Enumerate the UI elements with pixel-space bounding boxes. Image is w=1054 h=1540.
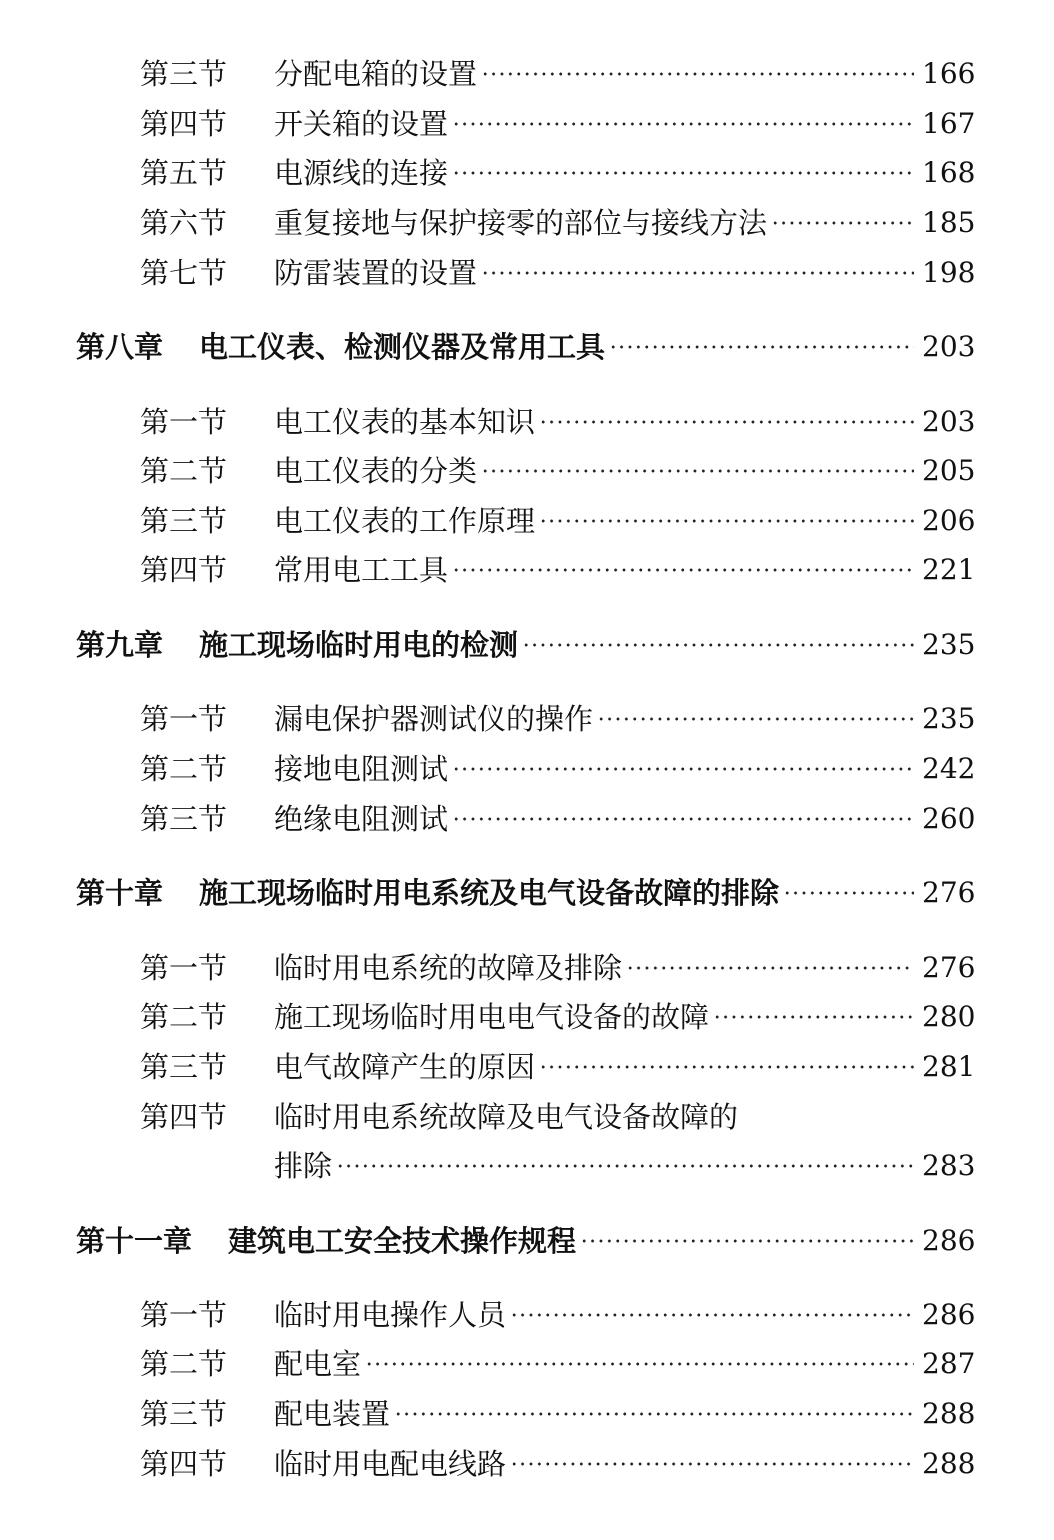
section-title: 临时用电配电线路 (274, 1447, 507, 1481)
chapter-title: 电工仪表、检测仪器及常用工具 (199, 330, 606, 364)
dot-leader (452, 749, 914, 789)
section-title: 施工现场临时用电电气设备的故障 (274, 1000, 710, 1034)
dot-leader (481, 253, 914, 293)
section-title: 配电室 (274, 1347, 362, 1381)
section-number: 第三节 (140, 1397, 228, 1431)
section-title: 电源线的连接 (274, 156, 449, 190)
chapter-number: 第九章 (76, 628, 164, 662)
toc-section-entry (0, 253, 1054, 293)
page-number: 235 (922, 628, 976, 661)
chapter-number: 第十章 (76, 876, 164, 910)
page-number: 286 (922, 1298, 976, 1331)
section-number: 第四节 (140, 107, 228, 141)
section-title: 临时用电系统故障及电气设备故障的 (274, 1100, 739, 1134)
section-number: 第三节 (140, 802, 228, 836)
section-number: 第一节 (140, 951, 228, 985)
section-number: 第二节 (140, 1347, 228, 1381)
dot-leader (481, 451, 914, 491)
page-number: 203 (922, 405, 976, 438)
page-number: 235 (922, 702, 976, 735)
section-title: 临时用电操作人员 (274, 1298, 507, 1332)
section-title: 电工仪表的基本知识 (274, 405, 536, 439)
page-number: 198 (922, 256, 976, 289)
section-number: 第二节 (140, 454, 228, 488)
toc-section-entry (0, 501, 1054, 541)
toc-chapter-entry (0, 625, 1054, 665)
dot-leader (783, 873, 914, 913)
section-title: 重复接地与保护接零的部位与接线方法 (274, 206, 768, 240)
toc-section-entry (0, 749, 1054, 789)
section-title: 排除 (274, 1149, 333, 1183)
toc-chapter-entry (0, 873, 1054, 913)
dot-leader (452, 550, 914, 590)
toc-section-entry (0, 1146, 1054, 1186)
page-number: 276 (922, 876, 976, 909)
dot-leader (510, 1295, 914, 1335)
page-number: 167 (922, 107, 976, 140)
dot-leader (539, 501, 914, 541)
page-number: 287 (922, 1347, 976, 1380)
toc-section-entry (0, 997, 1054, 1037)
section-title: 电气故障产生的原因 (274, 1050, 536, 1084)
dot-leader (522, 625, 914, 665)
chapter-number: 第十一章 (76, 1224, 193, 1258)
toc-chapter-entry (0, 1221, 1054, 1261)
dot-leader (452, 799, 914, 839)
toc-chapter-entry (0, 327, 1054, 367)
page-number: 281 (922, 1050, 976, 1083)
dot-leader (365, 1344, 914, 1384)
section-title: 漏电保护器测试仪的操作 (274, 702, 594, 736)
toc-section-entry (0, 550, 1054, 590)
section-number: 第一节 (140, 1298, 228, 1332)
section-number: 第六节 (140, 206, 228, 240)
toc-section-entry (0, 1394, 1054, 1434)
page-number: 286 (922, 1224, 976, 1257)
page-number: 276 (922, 951, 976, 984)
toc-section-entry (0, 1444, 1054, 1484)
dot-leader (452, 153, 914, 193)
dot-leader (713, 997, 914, 1037)
toc-section-entry (0, 1295, 1054, 1335)
section-number: 第一节 (140, 405, 228, 439)
section-number: 第二节 (140, 1000, 228, 1034)
dot-leader (539, 402, 914, 442)
section-title: 防雷装置的设置 (274, 256, 478, 290)
section-number: 第五节 (140, 156, 228, 190)
section-number: 第三节 (140, 504, 228, 538)
section-title: 绝缘电阻测试 (274, 802, 449, 836)
toc-section-entry (0, 1097, 1054, 1137)
toc-section-entry (0, 948, 1054, 988)
toc-section-entry (0, 54, 1054, 94)
dot-leader (481, 54, 914, 94)
section-title: 电工仪表的工作原理 (274, 504, 536, 538)
section-title: 配电装置 (274, 1397, 391, 1431)
page-number: 221 (922, 553, 976, 586)
toc-section-entry (0, 699, 1054, 739)
dot-leader (394, 1394, 914, 1434)
section-number: 第二节 (140, 752, 228, 786)
dot-leader (597, 699, 914, 739)
page-number: 242 (922, 752, 976, 785)
section-title: 电工仪表的分类 (274, 454, 478, 488)
toc-section-entry (0, 203, 1054, 243)
section-number: 第四节 (140, 1447, 228, 1481)
toc-section-entry (0, 799, 1054, 839)
page-number: 203 (922, 330, 976, 363)
section-title: 接地电阻测试 (274, 752, 449, 786)
dot-leader (626, 948, 914, 988)
page-number: 288 (922, 1397, 976, 1430)
toc-section-entry (0, 153, 1054, 193)
chapter-title: 建筑电工安全技术操作规程 (228, 1224, 577, 1258)
page-number: 168 (922, 156, 976, 189)
page-number: 185 (922, 206, 976, 239)
dot-leader (539, 1047, 914, 1087)
dot-leader (580, 1221, 914, 1261)
page-number: 206 (922, 504, 976, 537)
toc-section-entry (0, 1047, 1054, 1087)
page-number: 205 (922, 454, 976, 487)
toc-section-entry (0, 104, 1054, 144)
section-title: 分配电箱的设置 (274, 57, 478, 91)
page-number: 283 (922, 1149, 976, 1182)
chapter-title: 施工现场临时用电系统及电气设备故障的排除 (199, 876, 780, 910)
section-number: 第四节 (140, 553, 228, 587)
page-number: 166 (922, 57, 976, 90)
dot-leader (452, 104, 914, 144)
section-number: 第四节 (140, 1100, 228, 1134)
chapter-number: 第八章 (76, 330, 164, 364)
section-title: 临时用电系统的故障及排除 (274, 951, 623, 985)
section-number: 第三节 (140, 57, 228, 91)
toc-section-entry (0, 402, 1054, 442)
section-number: 第七节 (140, 256, 228, 290)
dot-leader (771, 203, 914, 243)
dot-leader (609, 327, 914, 367)
section-number: 第三节 (140, 1050, 228, 1084)
toc-section-entry (0, 451, 1054, 491)
dot-leader (336, 1146, 914, 1186)
section-title: 常用电工工具 (274, 553, 449, 587)
chapter-title: 施工现场临时用电的检测 (199, 628, 519, 662)
section-title: 开关箱的设置 (274, 107, 449, 141)
page-number: 280 (922, 1000, 976, 1033)
dot-leader (510, 1444, 914, 1484)
page-number: 288 (922, 1447, 976, 1480)
page-number: 260 (922, 802, 976, 835)
toc-section-entry (0, 1344, 1054, 1384)
section-number: 第一节 (140, 702, 228, 736)
